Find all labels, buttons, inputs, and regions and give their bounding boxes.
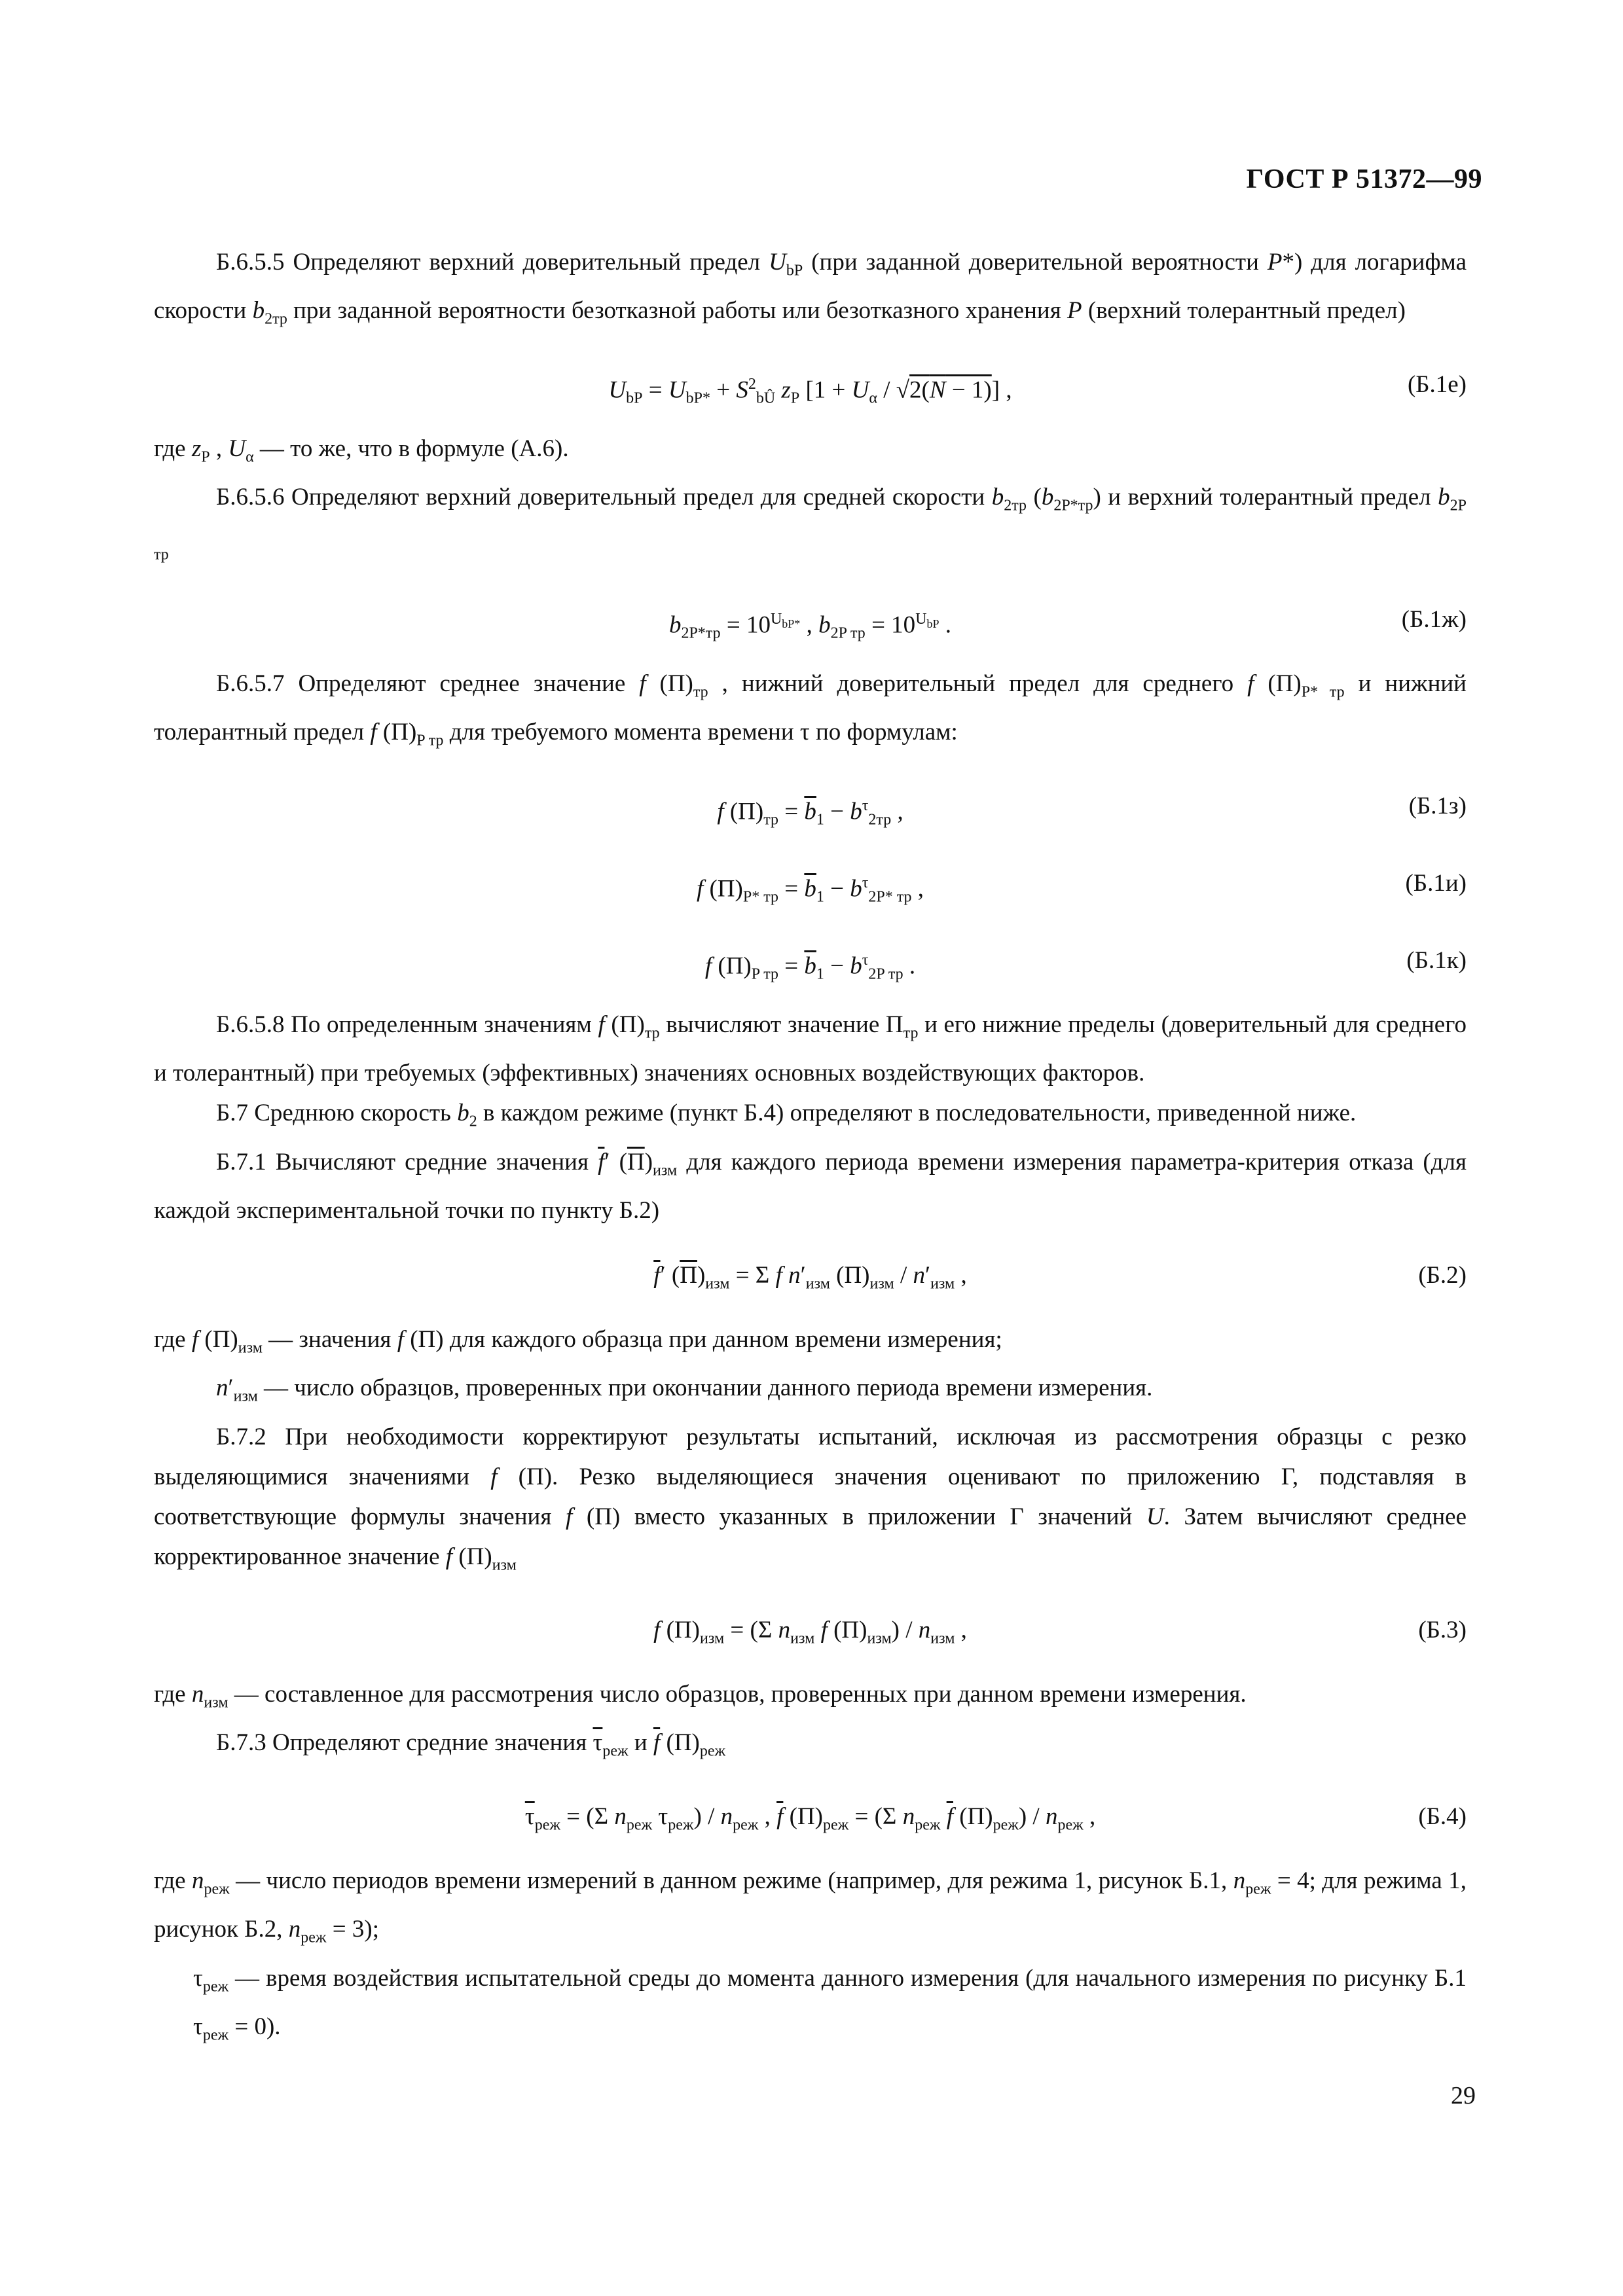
formula-number: (Б.1и) (1405, 869, 1467, 897)
paragraph-b72: Б.7.2 При необходимости корректируют результаты испытаний, исключая из рассмотрения образцы с резко выделяющимися значениями f (П). Резко выделяющиеся значения оценивают по приложению Г, подставляя в соответствующие формулы значения f (П) вместо указанных в приложении Г значений U. Затем вычисляют среднее корректированное значение f $(П)_{изм}$ (154, 1423, 1467, 1574)
paragraph-b656: Б.6.5.6 Определяют верхний доверительный предел для средней скорости $b_{2тр}$ $(b_{2P*тр})$ и верхний толерантный предел $b_{2P тр}$ (154, 484, 1467, 563)
formula-number: (Б.1е) (1407, 370, 1467, 398)
where-b71-2: $n'_{изм}$ — число образцов, проверенных при окончании данного периода времени измерения. (216, 1374, 1153, 1405)
where-b655: где $z_P$ , $U_\alpha$ — то же, что в формуле (А.6). (154, 435, 569, 466)
formula-b1zh (154, 586, 1467, 652)
formula-expression: $\overline{f}'$ $(П)_{изм} = \Sigma$ f $n'_{изм}$ $(П)_{изм} / n'_{изм}$ , (653, 1261, 967, 1293)
where-b72: где $n_{изм}$ — составленное для рассмотрения число образцов, проверенных при данном времени измерения. (154, 1681, 1247, 1712)
paragraph-b7: Б.7 Среднюю скорость $b_2$ в каждом режиме (пункт Б.4) определяют в последовательности, приведенной ниже. (216, 1100, 1357, 1130)
paragraph-b73: Б.7.3 Определяют средние значения $\overline{\tau}_{реж}$ и $\overline{f}$ $(П)_{реж}$ (216, 1729, 726, 1760)
formula-expression: f $(П)_{тр} = \overline{b}_1 - b^\tau_{2тр}$ , (717, 797, 903, 829)
formula-b4 (154, 1784, 1467, 1849)
formula-number: (Б.1ж) (1401, 605, 1467, 633)
formula-b2 (154, 1242, 1467, 1308)
formula-expression: $U_{bP} = U_{bP*} + S^2_{bÛ}$ $z_P$ $[1 + U_\alpha / √2(N - 1)]$ , (608, 375, 1012, 407)
paragraph-b657: Б.6.5.7 Определяют среднее значение f $(П)_{тр}$ , нижний доверительный предел для среднего f $(П)_{P* тр}$ и нижний толерантный предел f $(П)_{P тр}$ для требуемого момента времени τ по формулам: (154, 670, 1467, 749)
where-b71-1: где f $(П)_{изм}$ — значения f (П) для каждого образца при данном времени измерения; (154, 1325, 1002, 1357)
formula-expression: f $(П)_{P тр} = \overline{b}_1 - b^\tau_{2P тр}$ . (704, 951, 916, 983)
paragraph-b71: Б.7.1 Вычисляют средние значения $\overline{f}'$ $(П)_{изм}$ для каждого периода времени измерения параметра-критерия отказа (для каждой экспериментальной точки по пункту Б.2) (154, 1148, 1467, 1224)
formula-expression: $b_{2P*тр} = 10^{U_{bP*}}$ , $b_{2P тр} = 10^{U_{bP}}$ . (668, 610, 952, 642)
formula-expression: f $(П)_{изм} = (\Sigma$ $n_{изм}$ f $(П)_{изм}) / n_{изм}$ , (653, 1617, 967, 1647)
page-body (154, 242, 1467, 2055)
formula-b1z (154, 773, 1467, 838)
where-b73-2: $\tau_{реж}$ — время воздействия испытательной среды до момента данного измерения (для начального измерения по рисунку Б.1 $\tau_{реж} = 0$). (193, 1964, 1467, 2044)
formula-number: (Б.1з) (1408, 792, 1467, 819)
formula-number: (Б.3) (1418, 1617, 1467, 1644)
formula-b1e (154, 351, 1467, 417)
formula-expression: f $(П)_{P* тр} = \overline{b}_1 - b^\tau_{2P* тр}$ , (696, 874, 924, 906)
paragraph-b658: Б.6.5.8 По определенным значениям f $(П)_{тр}$ вычисляют значение $П_{тр}$ и его нижние пределы (доверительный для среднего и толерантный) при требуемых (эффективных) значениях основных воздействующих факторов. (154, 1011, 1467, 1087)
formula-b1i (154, 850, 1467, 916)
page-number: 29 (1451, 2082, 1476, 2109)
formula-number: (Б.1к) (1406, 946, 1467, 974)
formula-number: (Б.2) (1418, 1261, 1467, 1289)
paragraph-b655: Б.6.5.5 Определяют верхний доверительный предел $U_{bP}$ (при заданной доверительной вероятности P*) для логарифма скорости $b_{2тр}$ при заданной вероятности безотказной работы или безотказного хранения P (верхний толерантный предел) (154, 249, 1467, 328)
document-header: ГОСТ Р 51372—99 (1246, 164, 1482, 194)
formula-b3 (154, 1597, 1467, 1662)
formula-expression: $\overline{\tau}_{реж} = (\Sigma$ $n_{реж}$ $\tau_{реж}) / n_{реж}$ , $\overline{f}$ $(П)_{реж} = (\Sigma$ $n_{реж}$ $\overline{f}$ $(П)_{реж}) / n_{реж}$ , (524, 1803, 1096, 1834)
formula-b1k (154, 927, 1467, 993)
where-b73-1: где $n_{реж}$ — число периодов времени измерений в данном режиме (например, для режима 1, рисунок Б.1, $n_{реж} = 4$; для режима 1, рисунок Б.2, $n_{реж} = 3$); (154, 1867, 1467, 1946)
formula-number: (Б.4) (1418, 1803, 1467, 1830)
